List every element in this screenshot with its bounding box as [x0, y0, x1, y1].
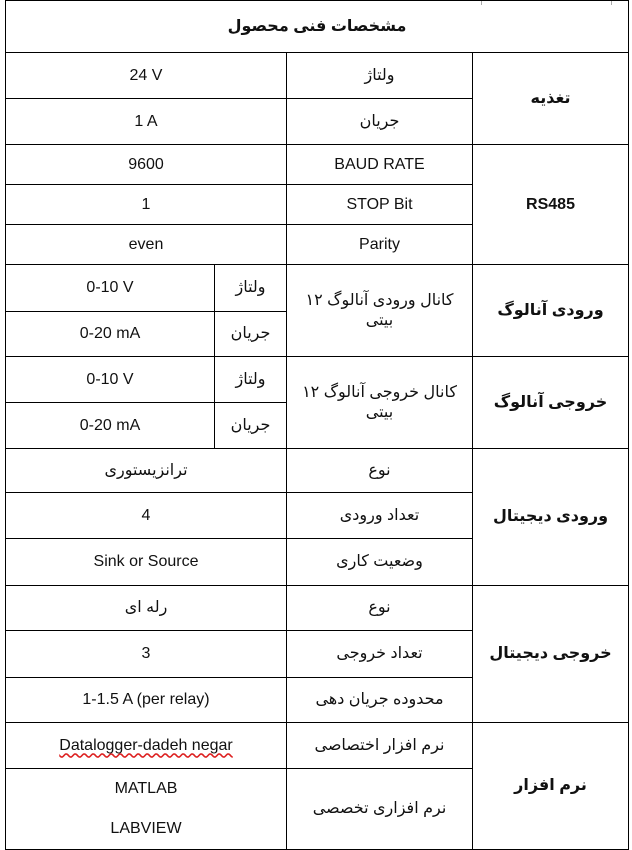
value-cell: ترانزیستوری [6, 449, 287, 493]
table-row [6, 357, 629, 403]
label-cell: جریان [287, 99, 473, 145]
value-cell: 1 [6, 185, 287, 225]
category-cell: تغذیه [473, 53, 629, 145]
category-cell: RS485 [473, 145, 629, 265]
label-cell: تعداد خروجی [287, 631, 473, 678]
label-cell: نوع [287, 449, 473, 493]
value-cell: 0-20 mA [6, 403, 215, 449]
table-row [6, 53, 629, 99]
value-cell: 0-10 V [6, 357, 215, 403]
label-cell: تعداد ورودی [287, 493, 473, 539]
sub-label-cell: ولتاژ [215, 265, 287, 312]
value-cell: 9600 [6, 145, 287, 185]
spec-table [5, 0, 629, 850]
table-row [6, 586, 629, 631]
channel-cell: کانال خروجی آنالوگ ۱۲ بیتی [287, 357, 473, 449]
sub-label-cell: جریان [215, 312, 287, 357]
software-item: LABVIEW [110, 820, 182, 837]
value-cell [6, 769, 287, 850]
label-cell: نوع [287, 586, 473, 631]
label-cell: Parity [287, 225, 473, 265]
category-cell: خروجی دیجیتال [473, 586, 629, 723]
value-cell: رله ای [6, 586, 287, 631]
label-cell: STOP Bit [287, 185, 473, 225]
category-cell: نرم افزار [473, 723, 629, 850]
table-row [6, 265, 629, 312]
table-row [6, 449, 629, 493]
sub-label-cell: ولتاژ [215, 357, 287, 403]
software-item: MATLAB [114, 780, 178, 797]
value-cell: 1-1.5 A (per relay) [6, 678, 287, 723]
label-cell: وضعیت کاری [287, 539, 473, 586]
value-cell [6, 723, 287, 769]
value-cell: 3 [6, 631, 287, 678]
label-cell: BAUD RATE [287, 145, 473, 185]
value-cell: 4 [6, 493, 287, 539]
label-cell: محدوده جریان دهی [287, 678, 473, 723]
value-cell: 1 A [6, 99, 287, 145]
category-cell: ورودی آنالوگ [473, 265, 629, 357]
label-cell: ولتاژ [287, 53, 473, 99]
table-row [6, 723, 629, 769]
sub-label-cell: جریان [215, 403, 287, 449]
value-cell: Sink or Source [6, 539, 287, 586]
label-cell: نرم افزاری تخصصی [287, 769, 473, 850]
value-cell: 0-10 V [6, 265, 215, 312]
category-cell: خروجی آنالوگ [473, 357, 629, 449]
value-cell: 0-20 mA [6, 312, 215, 357]
software-name: Datalogger-dadeh negar [59, 736, 233, 754]
channel-cell: کانال ورودی آنالوگ ۱۲ بیتی [287, 265, 473, 357]
label-cell: نرم افزار اختصاصی [287, 723, 473, 769]
value-cell: 24 V [6, 53, 287, 99]
table-title: مشخصات فنی محصول [6, 1, 629, 53]
value-cell: even [6, 225, 287, 265]
table-row [6, 145, 629, 185]
category-cell: ورودی دیجیتال [473, 449, 629, 586]
